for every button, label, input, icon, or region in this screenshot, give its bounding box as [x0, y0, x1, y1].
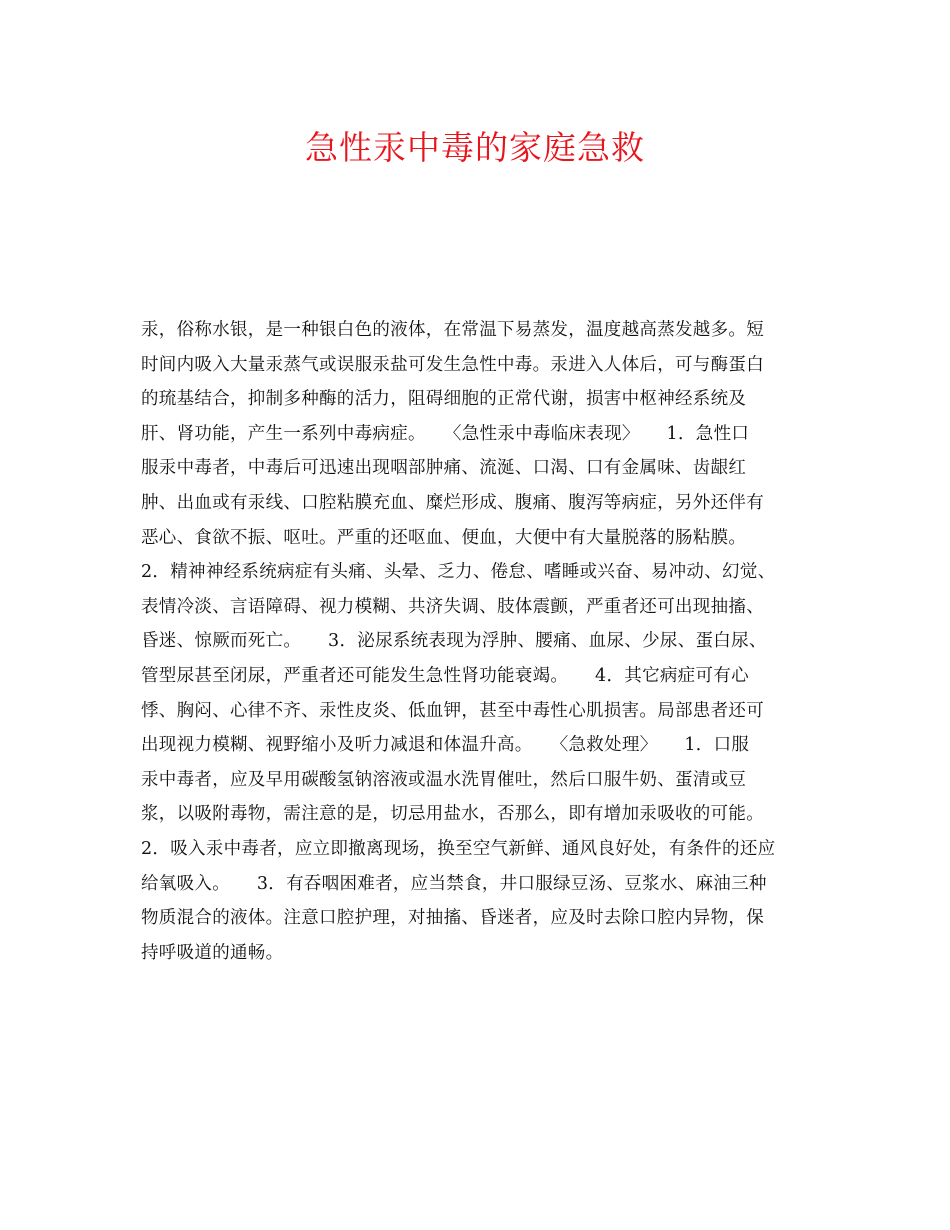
body-line: 给氧吸入。 3．有吞咽困难者，应当禁食，井口服绿豆汤、豆浆水、麻油三种	[141, 873, 767, 894]
body-line: 2．吸入汞中毒者，应立即撤离现场，换至空气新鲜、通风良好处，有条件的还应	[141, 838, 776, 859]
body-line: 服汞中毒者，中毒后可迅速出现咽部肿痛、流涎、口渴、口有金属味、齿龈红	[141, 458, 747, 479]
body-line: 肿、出血或有汞线、口腔粘膜充血、糜烂形成、腹痛、腹泻等病症，另外还伴有	[141, 492, 764, 513]
body-line: 时间内吸入大量汞蒸气或误服汞盐可发生急性中毒。汞进入人体后，可与酶蛋白	[141, 354, 764, 375]
body-line: 昏迷、惊厥而死亡。 3．泌尿系统表现为浮肿、腰痛、血尿、少尿、蛋白尿、	[141, 631, 767, 652]
article-body	[141, 313, 821, 970]
page-title: 急性汞中毒的家庭急救	[305, 128, 645, 167]
body-line: 汞中毒者，应及早用碳酸氢钠溶液或温水洗胃催吐，然后口服牛奶、蛋清或豆	[141, 769, 747, 790]
body-line: 2．精神神经系统病症有头痛、头晕、乏力、倦怠、嗜睡或兴奋、易冲动、幻觉、	[141, 562, 776, 583]
body-line: 肝、肾功能，产生一系列中毒病症。 〈急性汞中毒临床表现〉 1．急性口	[141, 423, 750, 444]
body-line: 表情冷淡、言语障碍、视力模糊、共济失调、肢体震颤，严重者还可出现抽搐、	[141, 596, 764, 617]
body-line: 恶心、食欲不振、呕吐。严重的还呕血、便血，大便中有大量脱落的肠粘膜。	[141, 527, 747, 548]
body-line: 汞，俗称水银，是一种银白色的液体，在常温下易蒸发，温度越高蒸发越多。短	[141, 320, 764, 340]
body-line: 浆，以吸附毒物，需注意的是，切忌用盐水，否那么，即有增加汞吸收的可能。	[141, 804, 764, 825]
body-line: 管型尿甚至闭尿，严重者还可能发生急性肾功能衰竭。 4．其它病症可有心	[141, 665, 749, 686]
body-line: 物质混合的液体。注意口腔护理，对抽搐、昏迷者，应及时去除口腔内异物，保	[141, 908, 764, 929]
body-line: 的琉基结合，抑制多种酶的活力，阻碍细胞的正常代谢，损害中枢神经系统及	[141, 389, 747, 410]
body-line: 悸、胸闷、心律不齐、汞性皮炎、低血钾，甚至中毒性心肌损害。局部患者还可	[141, 700, 764, 721]
body-line: 持呼吸道的通畅。	[141, 942, 284, 963]
body-line: 出现视力模糊、视野缩小及听力减退和体温升高。 〈急救处理〉 1．口服	[141, 735, 750, 756]
